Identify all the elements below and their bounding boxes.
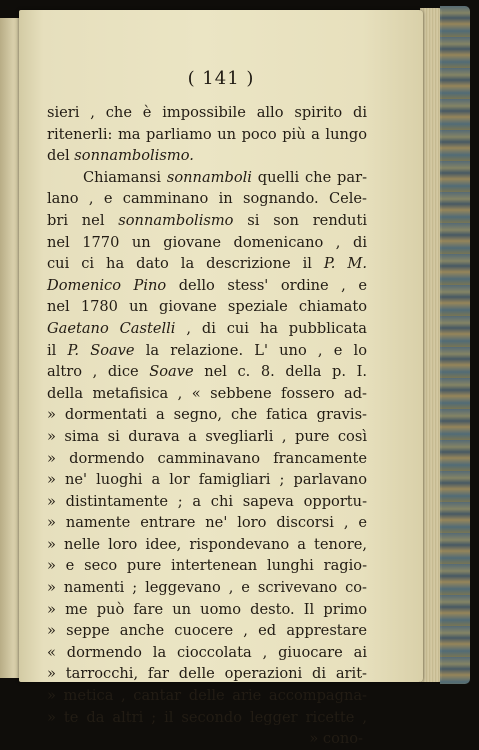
text-run: » namenti ; leggevano , e scrivevano co- (47, 579, 367, 597)
text-run: quelli che par- (251, 168, 367, 186)
text-run: bri nel (47, 211, 119, 229)
text-line (47, 555, 367, 577)
text-line (47, 167, 367, 189)
book-page (19, 10, 423, 748)
text-line (47, 663, 367, 685)
text-run: « dormendo la cioccolata , giuocare ai (47, 643, 367, 661)
text-line (47, 253, 367, 275)
text-line (47, 361, 367, 383)
text-line (47, 232, 367, 254)
text-run: » namente entrare ne' loro discorsi , e (47, 514, 367, 532)
text-line (47, 318, 367, 340)
text-run: cui ci ha dato la descrizione il (47, 255, 324, 273)
italic-text: sonnamboli (166, 168, 252, 186)
text-run: sieri , che è impossibile allo spirito di (47, 104, 367, 121)
catchword: » cono- (309, 730, 363, 748)
text-run: nel c. 8. della p. I. (193, 363, 367, 381)
text-line (47, 275, 367, 297)
text-run: » dormentati a segno, che fatica gravis- (47, 406, 367, 424)
text-line (47, 599, 367, 621)
text-line (47, 404, 367, 426)
text-run: lano , e camminano in sognando. Cele- (47, 190, 367, 208)
text-run: » te da altri ; il secondo legger ricette , (47, 708, 367, 726)
text-line (47, 448, 367, 470)
text-run: » distintamente ; a chi sapeva opportu- (47, 492, 367, 510)
italic-text: Soave (149, 363, 194, 381)
text-run: ritenerli: ma parliamo un poco più a lungo (47, 125, 367, 143)
text-line (47, 469, 367, 491)
text-run: » dormendo camminavano francamente (47, 449, 367, 467)
text-line (47, 124, 367, 146)
text-run: » e seco pure intertenean lunghi ragio- (47, 557, 367, 575)
text-run: della metafisica , « sebbene fossero ad- (47, 384, 367, 402)
italic-text: sonnambolismo. (74, 147, 194, 165)
text-run: Chiamansi (83, 168, 167, 186)
text-run: » me può fare un uomo desto. Il primo (47, 600, 367, 618)
text-line (47, 620, 367, 642)
page-block-edges (420, 8, 442, 682)
italic-text: Domenico Pino (47, 276, 167, 294)
text-run: » seppe anche cuocere , ed apprestare (47, 622, 367, 640)
page-number: ( 141 ) (187, 68, 255, 89)
text-line (47, 102, 367, 124)
body-text (47, 102, 367, 750)
text-line (47, 577, 367, 599)
text-run: » tarrocchi, far delle operazioni di arit- (47, 665, 367, 683)
text-line (47, 210, 367, 232)
italic-text: P. Soave (67, 341, 135, 359)
text-line (47, 685, 367, 707)
italic-text: Gaetano Castelli (47, 319, 176, 337)
text-line (47, 188, 367, 210)
italic-text: sonnambolismo (118, 211, 234, 229)
text-line (47, 642, 367, 664)
text-run: dello stess' ordine , e (166, 276, 367, 294)
text-run: » ne' luoghi a lor famigliari ; parlavano (47, 471, 367, 489)
text-run: la relazione. L' uno , e lo (134, 341, 367, 359)
text-line (47, 383, 367, 405)
text-line (47, 296, 367, 318)
text-run: altro , dice (47, 363, 150, 381)
marbled-cover (440, 6, 470, 684)
text-run: , di cui ha pubblicata (175, 319, 367, 337)
text-run: » metica , cantar delle arie accompagna- (47, 687, 367, 705)
text-line (47, 340, 367, 362)
text-run: nel 1780 un giovane speziale chiamato (47, 298, 367, 316)
text-line (47, 707, 367, 729)
text-line (47, 426, 367, 448)
text-run: nel 1770 un giovane domenicano , di (47, 233, 367, 251)
text-line (47, 491, 367, 513)
text-run: » nelle loro idee, rispondevano a tenore, (47, 535, 367, 553)
text-line (47, 534, 367, 556)
text-run: del (47, 147, 75, 165)
italic-text: P. M. (323, 255, 367, 273)
text-run: si son renduti (233, 211, 367, 229)
text-line (47, 512, 367, 534)
text-run: il (47, 341, 68, 359)
text-line (47, 145, 367, 167)
text-run: » sima si durava a svegliarli , pure così (47, 427, 367, 445)
